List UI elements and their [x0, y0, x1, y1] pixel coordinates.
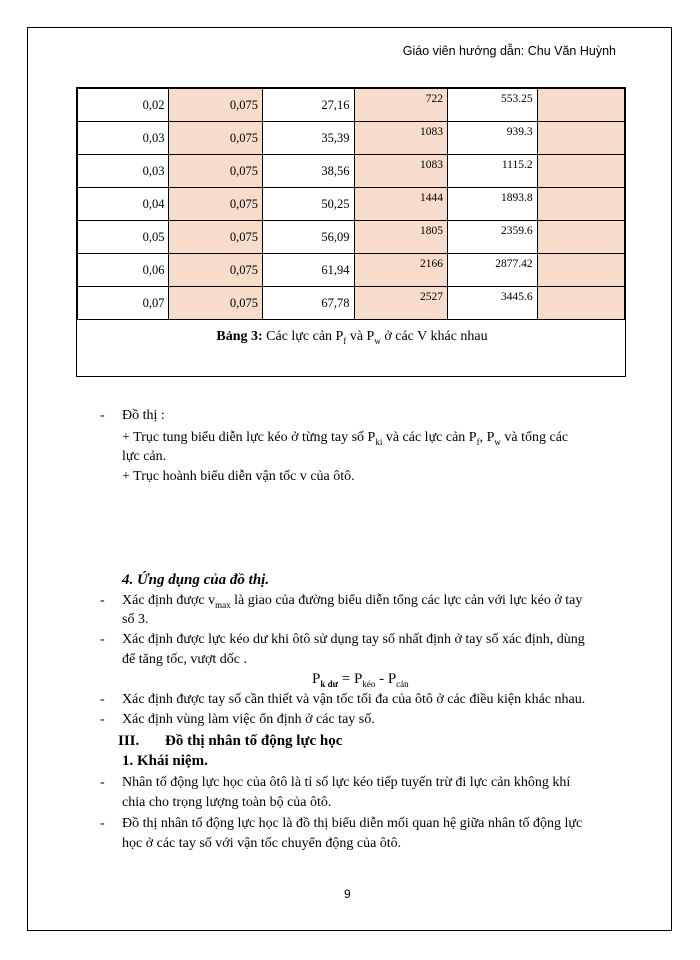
bullet-dash: - [100, 775, 105, 790]
section4-bullet-1-cont: số 3. [122, 612, 149, 627]
table-cell [537, 287, 624, 320]
table-row [78, 122, 625, 155]
bullet-dash: - [100, 632, 105, 647]
table-row [78, 155, 625, 188]
caption-sub-f: f [343, 335, 347, 346]
section4-bullet-2-cont: để tăng tốc, vượt dốc . [122, 652, 248, 667]
table-cell [537, 89, 624, 122]
text: Xác định được v [122, 593, 216, 608]
sub: w [494, 436, 501, 447]
table-cell: 1083 [354, 155, 447, 188]
table-cell: 50,25 [263, 188, 355, 221]
resistance-table [77, 88, 625, 320]
sub: kéo [362, 679, 376, 689]
table-cell: 27,16 [263, 89, 355, 122]
table-cell: 0,075 [169, 188, 263, 221]
table-cell: 56,09 [263, 221, 355, 254]
bullet-dash: - [100, 712, 105, 727]
table-cell: 0,07 [78, 287, 169, 320]
graph-line-3: + Trục hoành biểu diễn vận tốc v của ôtô. [122, 469, 355, 484]
caption-text: ở các V khác nhau [380, 329, 488, 344]
table-cell: 0,02 [78, 89, 169, 122]
page-number: 9 [344, 887, 351, 901]
table-cell: 35,39 [263, 122, 355, 155]
table-cell: 1115.2 [448, 155, 538, 188]
table-cell: 61,94 [263, 254, 355, 287]
bullet-dash: - [100, 692, 105, 707]
bullet-dash: - [100, 593, 105, 608]
table-container [76, 87, 626, 377]
table-row [78, 254, 625, 287]
section3-para-2-cont: học ở các tay số với vận tốc chuyển động của ôtô. [122, 836, 402, 851]
section4-bullet-4: Xác định vùng làm việc ổn định ở các tay số. [122, 712, 375, 727]
section3-para-1-cont: chia cho trọng lượng toàn bộ của ôtô. [122, 795, 332, 810]
table-cell: 1083 [354, 122, 447, 155]
table-cell: 2359.6 [448, 221, 538, 254]
section4-bullet-2: Xác định được lực kéo dư khi ôtô sử dụng tay số nhất định ở tay số xác định, dùng [122, 632, 585, 647]
sub: f [476, 436, 480, 447]
graph-line-1 [122, 430, 568, 447]
section4-bullet-3: Xác định được tay số cần thiết và vận tốc tối đa của ôtô ở các điều kiện khác nhau. [122, 692, 586, 707]
text: , P [479, 430, 495, 445]
bullet-dash: - [100, 816, 105, 831]
table-cell: 939.3 [448, 122, 538, 155]
table-cell: 1805 [354, 221, 447, 254]
text: P [312, 671, 321, 687]
graph-title: Đồ thị : [122, 408, 165, 423]
sub: max [215, 599, 231, 610]
caption-label: Bảng 3: [216, 329, 263, 344]
table-cell: 1893.8 [448, 188, 538, 221]
section3-title: Đồ thị nhân tố động lực học [165, 733, 343, 749]
section3-para-2: Đồ thị nhân tố động lực học là đồ thị biểu diễn mối quan hệ giữa nhân tố động lực [122, 816, 583, 831]
table-row [78, 221, 625, 254]
text: + Trục tung biểu diễn lực kéo ở từng tay số P [122, 430, 376, 445]
text: là giao của đường biểu diễn tổng các lực cản với lực kéo ở tay [230, 593, 583, 608]
table-cell: 0,075 [169, 254, 263, 287]
table-cell: 0,05 [78, 221, 169, 254]
section3-numeral: III. [118, 733, 140, 749]
text: và tổng các [500, 430, 569, 445]
section4-heading: 4. Ứng dụng của đồ thị. [122, 572, 270, 588]
text: và các lực cản P [382, 430, 477, 445]
table-cell: 722 [354, 89, 447, 122]
table-cell: 2877.42 [448, 254, 538, 287]
table-row [78, 287, 625, 320]
table-cell: 1444 [354, 188, 447, 221]
table-cell: 0,04 [78, 188, 169, 221]
table-cell [537, 155, 624, 188]
table-cell: 0,075 [169, 89, 263, 122]
table-cell [537, 188, 624, 221]
sub: k dư [320, 679, 339, 689]
section4-bullet-1 [122, 593, 582, 610]
table-cell: 67,78 [263, 287, 355, 320]
page-header: Giáo viên hướng dẫn: Chu Văn Huỳnh [402, 44, 616, 58]
formula [312, 671, 409, 689]
table-cell: 38,56 [263, 155, 355, 188]
table-cell: 0,075 [169, 287, 263, 320]
table-cell: 0,03 [78, 122, 169, 155]
table-caption [77, 329, 627, 346]
sub: ki [375, 436, 383, 447]
table-cell: 553.25 [448, 89, 538, 122]
bullet-dash: - [100, 408, 105, 423]
table-cell: 3445.6 [448, 287, 538, 320]
table-cell: 0,03 [78, 155, 169, 188]
sub: cản [396, 679, 409, 689]
table-row [78, 89, 625, 122]
table-cell: 2527 [354, 287, 447, 320]
table-cell: 0,06 [78, 254, 169, 287]
section3-para-1: Nhân tố động lực học của ôtô là tỉ số lực kéo tiếp tuyến trừ đi lực cản không khí [122, 775, 571, 790]
caption-text: và P [346, 329, 375, 344]
text: = P [338, 671, 363, 687]
graph-line-2: lực cản. [122, 449, 167, 464]
table-cell: 0,075 [169, 122, 263, 155]
table-cell: 0,075 [169, 221, 263, 254]
table-cell: 2166 [354, 254, 447, 287]
caption-text: Các lực cản P [262, 329, 344, 344]
table-cell [537, 122, 624, 155]
caption-sub-w: w [374, 335, 381, 346]
table-cell [537, 221, 624, 254]
section3-subheading: 1. Khái niệm. [122, 753, 208, 769]
table-cell: 0,075 [169, 155, 263, 188]
table-cell [537, 254, 624, 287]
text: - P [375, 671, 397, 687]
table-row [78, 188, 625, 221]
